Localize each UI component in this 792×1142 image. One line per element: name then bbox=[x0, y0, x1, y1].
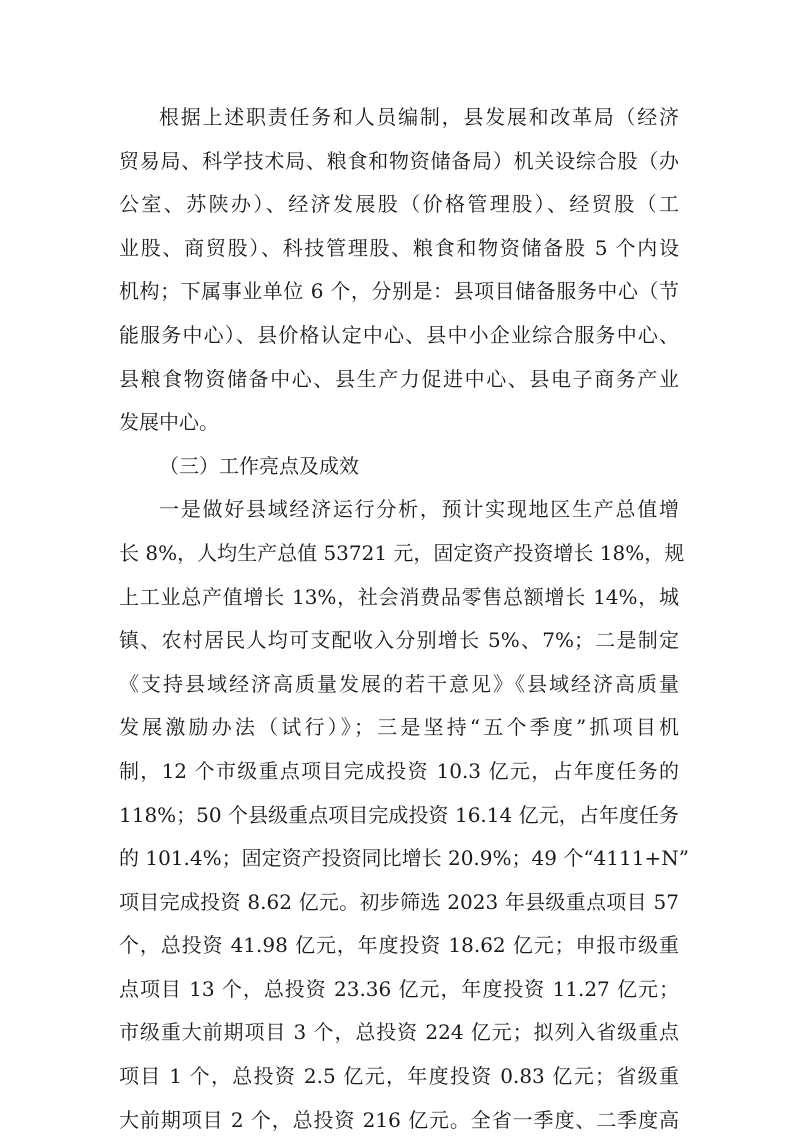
text-line: 能服务中心）、县价格认定中心、县中小企业综合服务中心、 bbox=[119, 322, 679, 347]
text-line: 上工业总产值增长 13%，社会消费品零售总额增长 14%，城 bbox=[119, 584, 679, 609]
text-line: 点项目 13 个，总投资 23.36 亿元，年度投资 11.27 亿元； bbox=[119, 976, 679, 1001]
paragraph-organization bbox=[119, 96, 679, 445]
text-line: 市级重大前期项目 3 个，总投资 224 亿元；拟列入省级重点 bbox=[119, 1020, 679, 1045]
text-line: 的 101.4%；固定资产投资同比增长 20.9%；49 个“4111+N” bbox=[119, 846, 689, 871]
text-line: 118%；50 个县级重点项目完成投资 16.14 亿元，占年度任务 bbox=[119, 802, 679, 827]
text-line: 发展激励办法（试行）》；三是坚持“五个季度”抓项目机 bbox=[119, 715, 679, 740]
text-line: 业股、商贸股）、科技管理股、粮食和物资储备股 5 个内设 bbox=[119, 235, 679, 260]
text-line: 县粮食物资储备中心、县生产力促进中心、县电子商务产业 bbox=[119, 366, 679, 391]
text-line: 贸易局、科学技术局、粮食和物资储备局）机关设综合股（办 bbox=[119, 148, 679, 173]
text-line: 项目完成投资 8.62 亿元。初步筛选 2023 年县级重点项目 57 bbox=[119, 889, 679, 914]
text-line: 根据上述职责任务和人员编制，县发展和改革局（经济 bbox=[159, 105, 679, 129]
text-line: 公室、苏陕办）、经济发展股（价格管理股）、经贸股（工 bbox=[119, 192, 679, 217]
text-line: 机构；下属事业单位 6 个，分别是：县项目储备服务中心（节 bbox=[119, 279, 679, 304]
paragraph-achievements bbox=[119, 488, 689, 1142]
text-line: 发展中心。 bbox=[119, 410, 219, 435]
text-line: 大前期项目 2 个，总投资 216 亿元。全省一季度、二季度高 bbox=[119, 1107, 679, 1132]
text-line: 个，总投资 41.98 亿元，年度投资 18.62 亿元；申报市级重 bbox=[119, 933, 679, 958]
text-line: 《支持县域经济高质量发展的若干意见》《县域经济高质量 bbox=[119, 671, 679, 696]
text-line: 镇、农村居民人均可支配收入分别增长 5%、7%；二是制定 bbox=[119, 628, 679, 653]
section-heading: （三）工作亮点及成效 bbox=[159, 453, 359, 478]
text-line: 制，12 个市级重点项目完成投资 10.3 亿元，占年度任务的 bbox=[119, 758, 679, 783]
text-line: 一是做好县域经济运行分析，预计实现地区生产总值增 bbox=[159, 497, 679, 522]
document-body bbox=[119, 96, 689, 1142]
text-line: 长 8%，人均生产总值 53721 元，固定资产投资增长 18%，规 bbox=[119, 540, 685, 565]
text-line: 项目 1 个，总投资 2.5 亿元，年度投资 0.83 亿元；省级重 bbox=[119, 1064, 679, 1089]
